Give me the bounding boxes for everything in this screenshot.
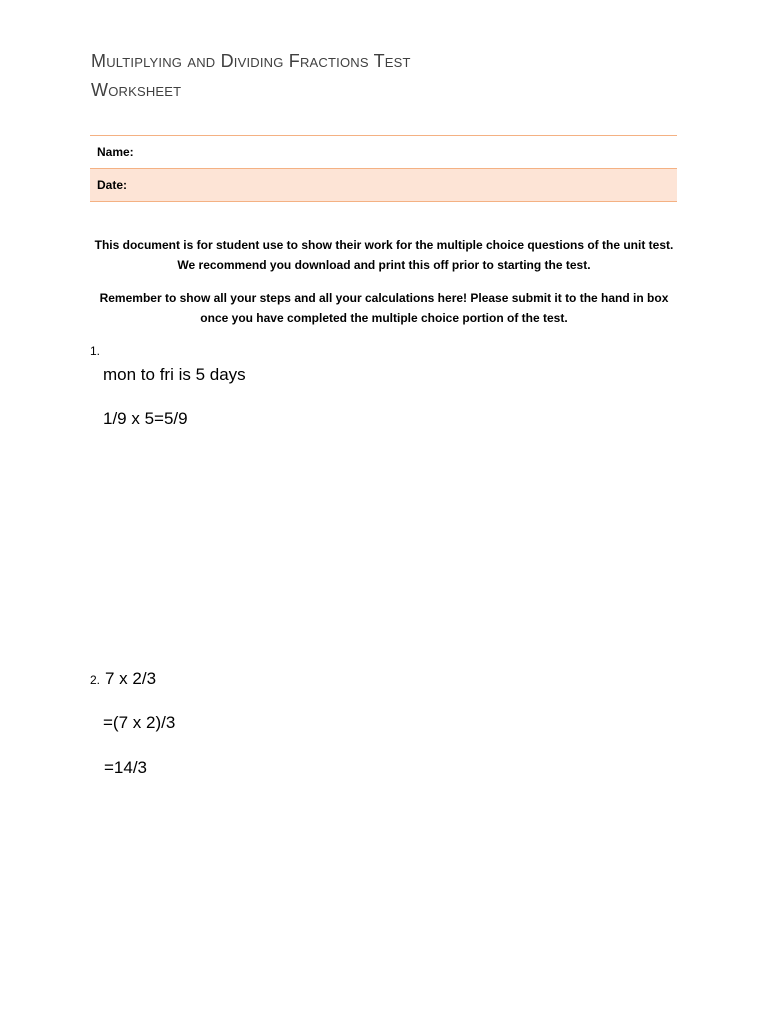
title-line-2: Worksheet (91, 80, 182, 100)
student-info-table (90, 135, 677, 202)
date-row (90, 169, 677, 202)
question-1-answer-line: 1/9 x 5=5/9 (103, 409, 188, 428)
instructions-line: once you have completed the multiple choice portion of the test. (200, 311, 568, 325)
question-2-answer-line: =(7 x 2)/3 (103, 713, 176, 732)
question-2-answer-line: =14/3 (104, 758, 148, 777)
instructions-line: We recommend you download and print this off prior to starting the test. (177, 258, 591, 272)
instructions-line: Remember to show all your steps and all your calculations here! Please submit it to the hand in box (99, 291, 669, 305)
name-row (90, 136, 677, 169)
name-label: Name: (97, 145, 134, 159)
instructions-paragraph-1 (90, 235, 678, 275)
question-2-number: 2. (90, 673, 101, 687)
question-2-answer-line: 7 x 2/3 (105, 669, 157, 688)
question-1-answer-line: mon to fri is 5 days (103, 365, 246, 384)
title-line-1: Multiplying and Dividing Fractions Test (91, 51, 411, 71)
date-label: Date: (97, 178, 128, 192)
document-title (91, 47, 411, 105)
instructions-line: This document is for student use to show their work for the multiple choice questions of the unit test. (94, 238, 674, 252)
question-1-number: 1. (90, 344, 101, 358)
instructions-paragraph-2 (90, 288, 678, 328)
